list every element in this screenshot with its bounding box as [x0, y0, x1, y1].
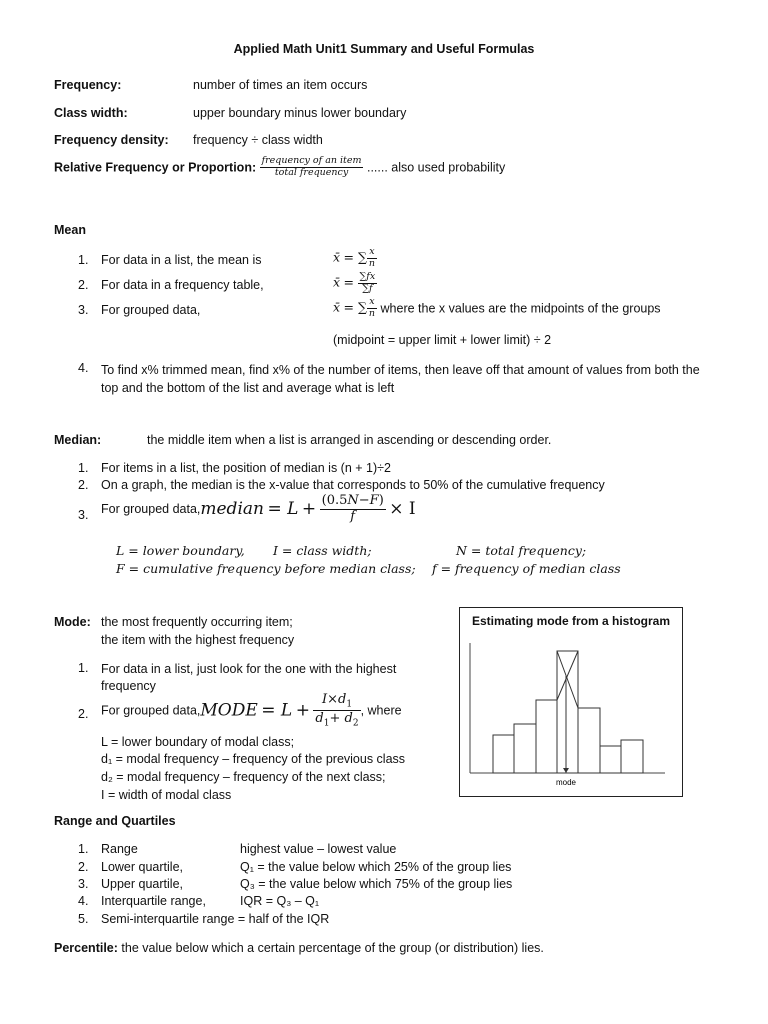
mode-histogram-figure — [459, 607, 683, 797]
histogram-mode-arrow — [563, 768, 569, 773]
class-width-term: Class width: — [54, 106, 128, 120]
page-title: Applied Math Unit1 Summary and Useful Formulas — [233, 42, 535, 56]
median-item-2-text: On a graph, the median is the x-value that corresponds to 50% of the cumulative frequency — [101, 478, 605, 492]
relative-frequency-tail: ...... also used probability — [366, 160, 506, 175]
histogram-bar-1 — [493, 735, 514, 773]
median-legend-3: N = total frequency; — [456, 543, 587, 558]
mean-item-3-text: For grouped data, — [101, 303, 201, 317]
relative-frequency-denominator: total frequency — [274, 166, 349, 178]
mean-item-2-text: For data in a frequency table, — [101, 278, 264, 292]
histogram-bar-5 — [578, 708, 600, 773]
percentile-row — [54, 941, 544, 955]
mode-legend-3: d₂ = modal frequency – frequency of the next class; — [101, 770, 386, 784]
mode-legend-4: I = width of modal class — [101, 788, 232, 802]
range-item-2-term: Lower quartile, — [101, 860, 183, 874]
mode-def-2: the item with the highest frequency — [101, 633, 295, 647]
range-heading: Range and Quartiles — [54, 814, 176, 828]
mode-def-1: the most frequently occurring item; — [101, 615, 293, 629]
median-def: the middle item when a list is arranged in ascending or descending order. — [147, 433, 552, 447]
relative-frequency-numerator: frequency of an item — [261, 155, 362, 166]
mean-list-formula: x̄ = ∑ $\frac{x}{n}$ — [333, 246, 376, 269]
mode-heading: Mode: — [54, 615, 91, 629]
frequency-term: Frequency: — [54, 78, 122, 92]
mean-item-4-text: To find x% trimmed mean, find x% of the number of items, then leave off that amount of values from both the top and the bottom of the list and average what is left — [101, 363, 700, 395]
median-heading: Median: — [54, 433, 102, 447]
frequency-def: number of times an item occurs — [193, 78, 368, 92]
mean-heading: Mean — [54, 223, 86, 237]
range-item-3-def: Q₃ = the value below which 75% of the group lies — [240, 877, 513, 891]
histogram-title: Estimating mode from a histogram — [471, 614, 671, 628]
median-grouped-row: For grouped data,median = L + $\frac{(0.5N-F)}{f}$ × I — [101, 493, 416, 524]
histogram-bar-4 — [557, 651, 578, 773]
mean-item-3-number: 3. — [78, 303, 89, 317]
mode-item-2-text: For grouped data, — [101, 703, 201, 718]
median-legend-4: F = cumulative frequency before median class; — [116, 561, 416, 576]
median-item-1-text: For items in a list, the position of median is (n + 1)÷2 — [101, 461, 391, 475]
median-item-3-text: For grouped data, — [101, 501, 201, 516]
mean-grouped-note: where the x values are the midpoints of the groups — [380, 301, 661, 316]
median-item-1-number: 1. — [78, 461, 89, 475]
mean-table-formula: x̄ = $\frac{\sum fx}{\sum f}$ — [333, 271, 376, 294]
mode-item-1-text: For data in a list, just look for the one with the highest frequency — [101, 662, 397, 693]
histogram-bar-6 — [600, 746, 621, 773]
mean-item-1-text: For data in a list, the mean is — [101, 253, 262, 267]
range-item-2-number: 2. — [78, 860, 89, 874]
histogram-diagram — [460, 608, 682, 796]
midpoint-note: (midpoint = upper limit + lower limit) ÷ 2 — [333, 333, 552, 347]
range-item-2-def: Q₁ = the value below which 25% of the group lies — [240, 860, 512, 874]
range-item-4-number: 4. — [78, 894, 89, 908]
histogram-bar-2 — [514, 724, 536, 773]
frequency-density-def: frequency ÷ class width — [193, 133, 323, 147]
frequency-density-term: Frequency density: — [54, 133, 169, 147]
mean-item-4-number: 4. — [78, 361, 89, 375]
mode-legend-1: L = lower boundary of modal class; — [101, 735, 295, 749]
median-legend-5: f = frequency of median class — [432, 561, 621, 576]
relative-frequency-row — [54, 156, 505, 179]
mode-item-2-number: 2. — [78, 707, 89, 721]
mean-item-2-number: 2. — [78, 278, 89, 292]
median-legend-2: I = class width; — [273, 543, 372, 558]
percentile-def: the value below which a certain percentage of the group (or distribution) lies. — [121, 941, 544, 955]
class-width-def: upper boundary minus lower boundary — [193, 106, 407, 120]
range-item-5-term: Semi-interquartile range = half of the IQR — [101, 912, 330, 926]
range-item-5-number: 5. — [78, 912, 89, 926]
range-item-4-def: IQR = Q₃ – Q₁ — [240, 894, 320, 908]
range-item-1-def: highest value – lowest value — [240, 842, 397, 856]
mode-legend-2: d₁ = modal frequency – frequency of the previous class — [101, 752, 406, 766]
range-item-3-number: 3. — [78, 877, 89, 891]
median-item-3-number: 3. — [78, 508, 89, 522]
histogram-mode-label: mode — [555, 778, 577, 787]
range-item-4-term: Interquartile range, — [101, 894, 206, 908]
range-item-3-term: Upper quartile, — [101, 877, 183, 891]
mean-item-1-number: 1. — [78, 253, 89, 267]
histogram-bar-7 — [621, 740, 643, 773]
median-legend-1: L = lower boundary, — [116, 543, 245, 558]
range-item-1-term: Range — [101, 842, 138, 856]
histogram-bar-3 — [536, 700, 557, 773]
mode-item-1-number: 1. — [78, 661, 89, 675]
range-item-1-number: 1. — [78, 842, 89, 856]
median-item-2-number: 2. — [78, 478, 89, 492]
relative-frequency-fraction — [260, 156, 364, 179]
mean-grouped-formula: x̄ = ∑ $\frac{x}{n}$ where the x values are the midpoints of the groups — [333, 296, 661, 319]
mode-grouped-row: For grouped data,MODE = L + $\frac{I\times d_1}{d_1+ d_2}$ , where — [101, 692, 402, 729]
relative-frequency-term: Relative Frequency or Proportion: — [54, 160, 257, 175]
mode-where: , where — [360, 703, 402, 718]
percentile-term: Percentile: — [54, 941, 118, 955]
